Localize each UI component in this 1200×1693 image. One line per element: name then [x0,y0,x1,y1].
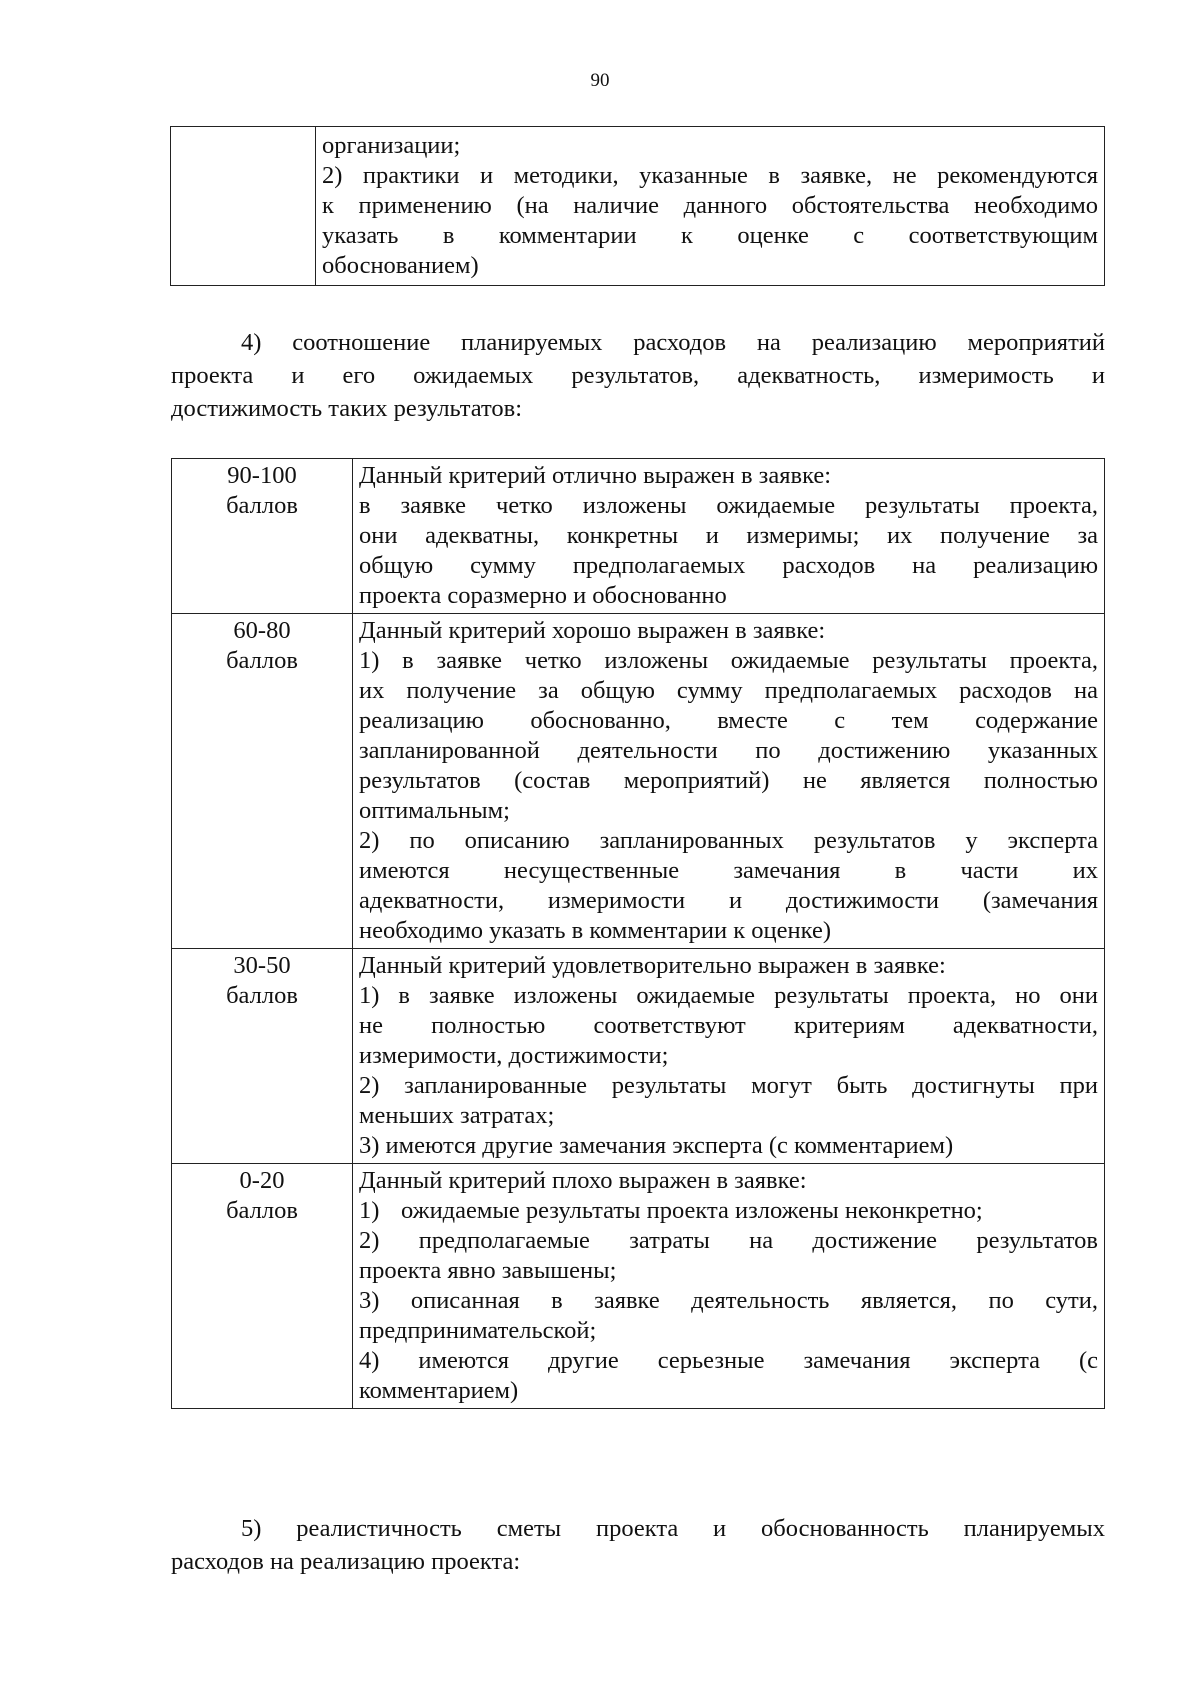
text-line: Данный критерий удовлетворительно выражен в заявке: [359,952,946,979]
text-line: измеримости, достижимости; [359,1042,669,1069]
text-line: меньших затратах; [359,1102,555,1129]
paragraph-5 [171,1512,1105,1578]
text-line: запланированной деятельности по достижению указанных [359,737,1098,764]
table-row [172,614,1105,949]
score-range: 30-50 [233,952,291,979]
text-line: не полностью соответствуют критериям адекватности, [359,1012,1098,1039]
score-range: 60-80 [233,617,291,644]
text-line: достижимость таких результатов: [171,395,523,422]
text-line: общую сумму предполагаемых расходов на реализацию [359,552,1098,579]
text-line: организации; [322,132,461,159]
text-line: комментарием) [359,1377,519,1404]
text-line: проекта явно завышены; [359,1257,617,1284]
text-line: 3) описанная в заявке деятельность является, по сути, [359,1287,1098,1314]
text-line: 4) соотношение планируемых расходов на реализацию мероприятий [241,329,1105,356]
text-line: предпринимательской; [359,1317,597,1344]
text-line: 3) имеются другие замечания эксперта (с комментарием) [359,1132,954,1159]
top-continuation-table [170,126,1105,286]
text-line: к применению (на наличие данного обстоятельства необходимо [322,192,1098,219]
text-line: оптимальным; [359,797,510,824]
score-range: 0-20 [239,1167,285,1194]
score-unit: баллов [226,647,298,674]
text-line: 1) в заявке четко изложены ожидаемые результаты проекта, [359,647,1098,674]
text-line: 2) предполагаемые затраты на достижение результатов [359,1227,1098,1254]
score-unit: баллов [226,492,298,519]
criteria-description-cell [353,949,1105,1164]
text-line: 2) запланированные результаты могут быть достигнуты при [359,1072,1098,1099]
text-line: в заявке четко изложены ожидаемые результаты проекта, [359,492,1098,519]
score-cell [172,1164,353,1409]
table-row [172,459,1105,614]
text-line: реализацию обоснованно, вместе с тем содержание [359,707,1098,734]
text-line: проекта соразмерно и обоснованно [359,582,727,609]
score-cell [172,949,353,1164]
empty-score-cell [171,127,316,286]
criteria-description-cell [316,127,1105,286]
text-line: Данный критерий отлично выражен в заявке: [359,462,832,489]
text-line: 1) в заявке изложены ожидаемые результаты проекта, но они [359,982,1098,1009]
text-line: адекватности, измеримости и достижимости (замечания [359,887,1098,914]
text-line: Данный критерий хорошо выражен в заявке: [359,617,826,644]
page-number: 90 [590,70,610,91]
text-line: 2) практики и методики, указанные в заявке, не рекомендуются [322,162,1098,189]
text-line: результатов (состав мероприятий) не является полностью [359,767,1098,794]
score-cell [172,614,353,949]
criteria-description-cell [353,1164,1105,1409]
text-line: необходимо указать в комментарии к оценке) [359,917,831,944]
table-row [172,1164,1105,1409]
list-marker: 1) [359,1197,380,1224]
score-cell [172,459,353,614]
text-line: Данный критерий плохо выражен в заявке: [359,1167,807,1194]
text-line: расходов на реализацию проекта: [171,1548,521,1575]
table-row [171,127,1105,286]
text-line: обоснованием) [322,252,479,279]
text-line: 4) имеются другие серьезные замечания эксперта (с [359,1347,1098,1374]
text-line: имеются несущественные замечания в части их [359,857,1098,884]
score-unit: баллов [226,982,298,1009]
text-line: они адекватны, конкретны и измеримы; их получение за [359,522,1098,549]
text-line: указать в комментарии к оценке с соответствующим [322,222,1098,249]
criteria-description-cell [353,459,1105,614]
score-range: 90-100 [227,462,297,489]
list-item-text: ожидаемые результаты проекта изложены неконкретно; [401,1197,983,1224]
text-line [359,1196,1098,1226]
text-line: 2) по описанию запланированных результатов у эксперта [359,827,1098,854]
score-unit: баллов [226,1197,298,1224]
table-row [172,949,1105,1164]
text-line: их получение за общую сумму предполагаемых расходов на [359,677,1098,704]
text-line: 5) реалистичность сметы проекта и обоснованность планируемых [241,1515,1105,1542]
text-line: проекта и его ожидаемых результатов, адекватность, измеримость и [171,362,1105,389]
paragraph-4 [171,326,1105,425]
criteria-description-cell [353,614,1105,949]
criteria-scoring-table [171,458,1105,1409]
